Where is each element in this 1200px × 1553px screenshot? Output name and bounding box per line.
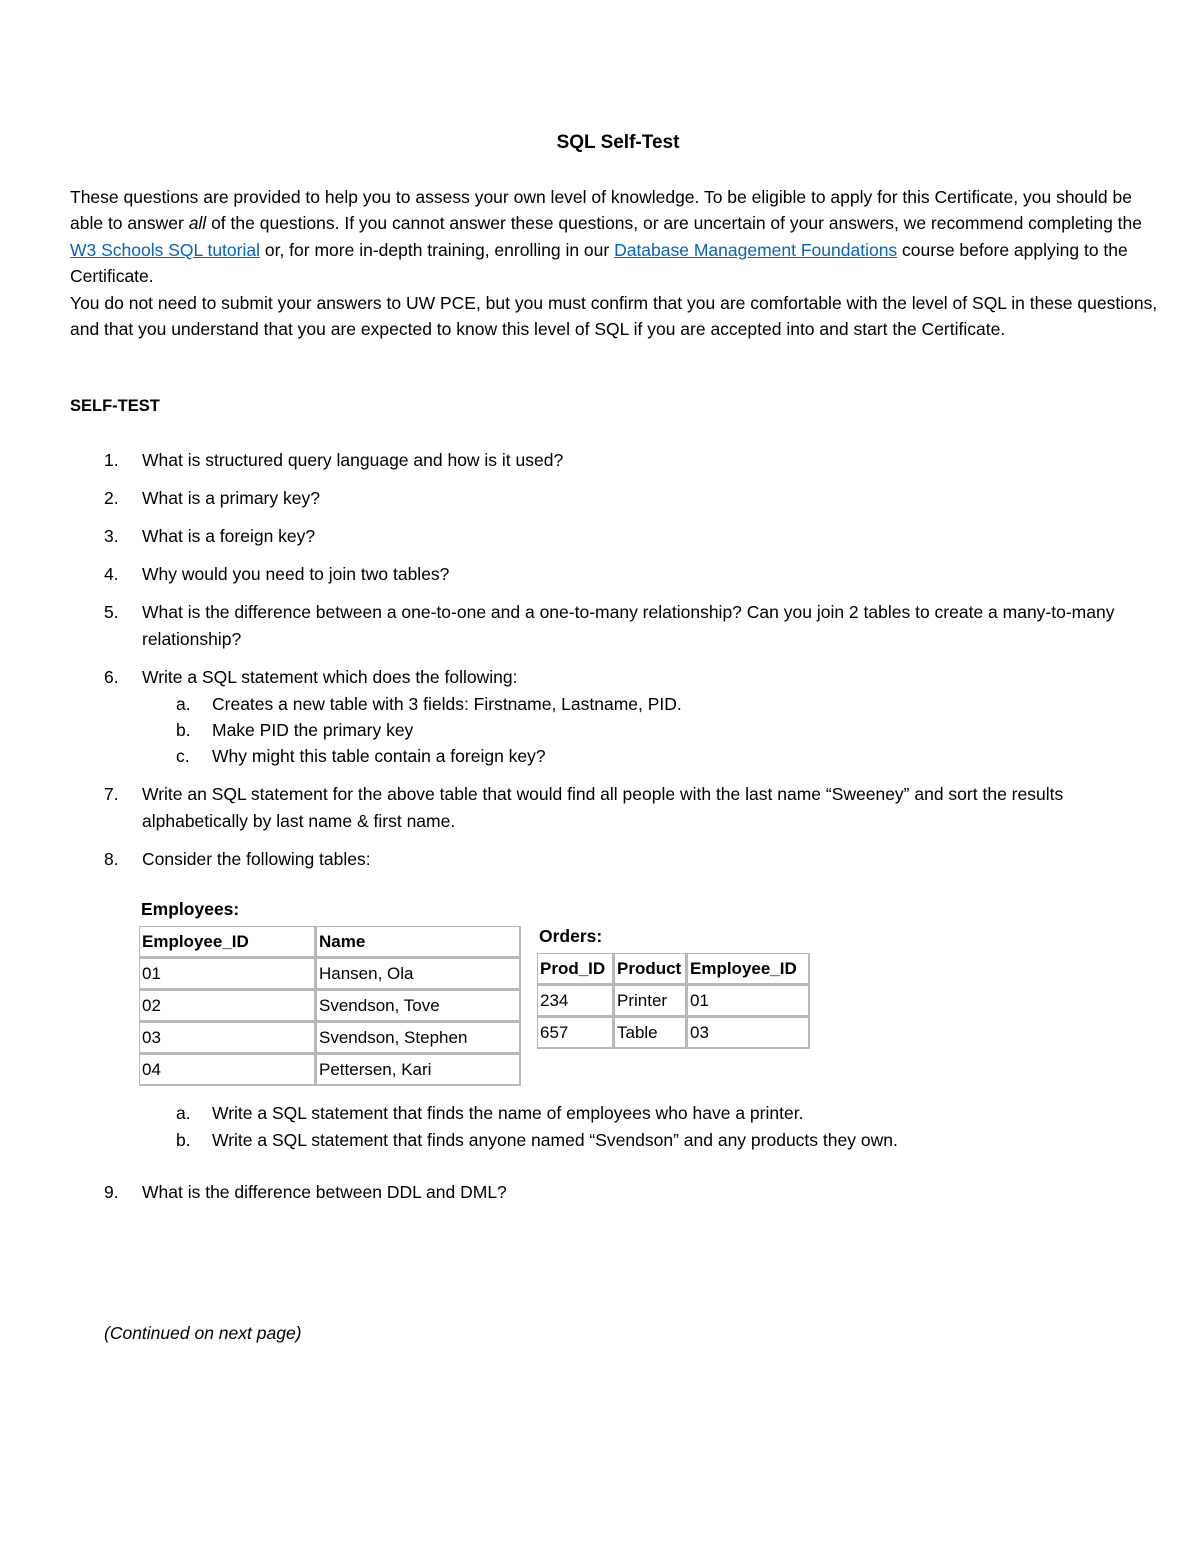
table-row <box>139 1054 521 1086</box>
question-number: 9. <box>104 1182 119 1202</box>
table-cell: 03 <box>687 1017 810 1049</box>
intro-section <box>70 184 1160 342</box>
sub-text: Why might this table contain a foreign key? <box>212 746 546 766</box>
table-header-row <box>139 926 521 958</box>
header-cell: Name <box>316 926 521 958</box>
question-text: Write an SQL statement for the above table that would find all people with the last name “Sweeney” and sort the results alphabetically by last name & first name. <box>142 784 1064 831</box>
sub-text: Make PID the primary key <box>212 720 414 740</box>
employees-table <box>139 926 521 1086</box>
intro-text: or, for more in-depth training, enrolling in our <box>260 239 615 260</box>
table-row <box>139 990 521 1022</box>
header-cell: Product <box>614 953 687 985</box>
orders-table-label: Orders: <box>539 926 603 946</box>
intro-text: course before applying to the Certificate. <box>70 239 1128 287</box>
question-number: 2. <box>104 488 119 508</box>
table-cell: 657 <box>537 1017 614 1049</box>
table-cell: Svendson, Stephen <box>316 1022 521 1054</box>
table-cell: Table <box>614 1017 687 1049</box>
question-number: 6. <box>104 667 119 687</box>
sub-text: Write a SQL statement that finds the name of employees who have a printer. <box>212 1103 804 1123</box>
sub-text: Creates a new table with 3 fields: Firstname, Lastname, PID. <box>212 694 682 714</box>
question-number: 5. <box>104 602 119 622</box>
question-number: 1. <box>104 450 119 470</box>
question-number: 4. <box>104 564 119 584</box>
table-cell: 01 <box>139 958 316 990</box>
sub-letter: a. <box>176 1103 191 1123</box>
orders-table <box>537 953 810 1049</box>
table-cell: Svendson, Tove <box>316 990 521 1022</box>
table-header-row <box>537 953 810 985</box>
table-cell: 02 <box>139 990 316 1022</box>
table-cell: Hansen, Ola <box>316 958 521 990</box>
sub-letter: b. <box>176 720 191 740</box>
question-text: Write a SQL statement which does the following: <box>142 667 518 687</box>
intro-text: of the questions. If you cannot answer these questions, or are uncertain of your answers, we recommend completing the <box>206 213 1142 234</box>
table-cell: 01 <box>687 985 810 1017</box>
sub-text: Write a SQL statement that finds anyone named “Svendson” and any products they own. <box>212 1130 898 1150</box>
question-number: 8. <box>104 849 119 869</box>
intro-paragraph-2: You do not need to submit your answers to UW PCE, but you must confirm that you are comfortable with the level of SQL in these questions, and that you understand that you are expected to know this level of SQL if you are accepted into and start the Certificate. <box>70 292 1158 340</box>
header-cell: Employee_ID <box>687 953 810 985</box>
question-text: What is a primary key? <box>142 488 320 508</box>
question-text: Consider the following tables: <box>142 849 371 869</box>
sub-letter: c. <box>176 746 190 766</box>
page-title: SQL Self-Test <box>556 132 680 153</box>
question-number: 7. <box>104 784 119 804</box>
table-cell: 234 <box>537 985 614 1017</box>
question-number: 3. <box>104 526 119 546</box>
table-cell: Printer <box>614 985 687 1017</box>
question-text: What is a foreign key? <box>142 526 316 546</box>
sub-letter: a. <box>176 694 191 714</box>
table-cell: 04 <box>139 1054 316 1086</box>
question-text: What is the difference between DDL and DML? <box>142 1182 507 1202</box>
question-text: Why would you need to join two tables? <box>142 564 450 584</box>
table-cell: 03 <box>139 1022 316 1054</box>
table-row <box>537 1017 810 1049</box>
question-text: What is structured query language and how is it used? <box>142 450 564 470</box>
table-row <box>139 1022 521 1054</box>
database-management-foundations-link[interactable]: Database Management Foundations <box>614 239 898 260</box>
header-cell: Prod_ID <box>537 953 614 985</box>
table-cell: Pettersen, Kari <box>316 1054 521 1086</box>
table-row <box>537 985 810 1017</box>
section-heading: SELF-TEST <box>70 397 160 415</box>
intro-paragraph-1 <box>70 184 1160 290</box>
header-cell: Employee_ID <box>139 926 316 958</box>
question-text: What is the difference between a one-to-one and a one-to-many relationship? Can you join 2 tables to create a many-to-many relationship? <box>142 602 1115 649</box>
w3schools-sql-tutorial-link[interactable]: W3 Schools SQL tutorial <box>70 239 260 260</box>
continued-note: (Continued on next page) <box>104 1323 302 1343</box>
sub-letter: b. <box>176 1130 191 1150</box>
employees-table-label: Employees: <box>141 899 240 919</box>
intro-emphasis: all <box>188 213 207 234</box>
intro-text: These questions are provided to help you to assess your own level of knowledge. To be eligible to apply for this Certificate, you should be able to answer <box>70 187 1132 234</box>
table-row <box>139 958 521 990</box>
